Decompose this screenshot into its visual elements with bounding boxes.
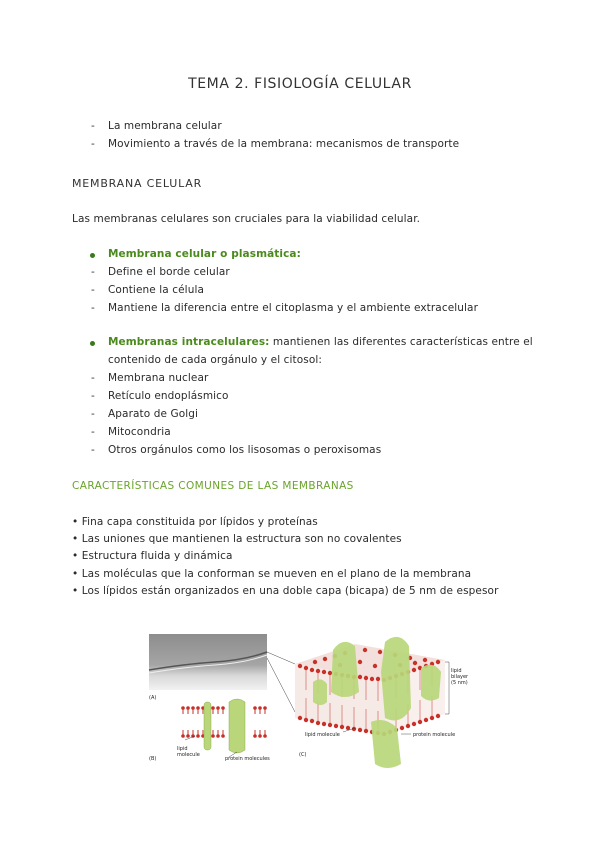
organelle-item: Retículo endoplásmico — [108, 390, 229, 402]
bilayer-3d — [295, 637, 445, 768]
figure-label-c: (C) — [299, 752, 307, 758]
plasma-item: Mantiene la diferencia entre el citoplasma y el ambiente extracelular — [108, 302, 479, 314]
page-title: TEMA 2. FISIOLOGÍA CELULAR — [188, 76, 412, 92]
figure-label-b: (B) — [149, 756, 157, 762]
lipid-molecule-label-b-1: lipid — [177, 746, 188, 752]
protein-molecule-label-c: protein molecule — [413, 732, 456, 738]
plasma-item: Contiene la célula — [108, 284, 205, 296]
plasma-item: Define el borde celular — [108, 266, 230, 278]
figure-label-a: (A) — [149, 695, 157, 701]
dash-bullet: - — [91, 426, 95, 438]
dash-bullet: - — [91, 302, 95, 314]
characteristic-item: • Las moléculas que la conforman se mueven en el plano de la membrana — [72, 568, 472, 580]
lipid-molecule-label-c: lipid molecule — [305, 732, 340, 738]
lipid-bilayer-label-2: bilayer — [451, 674, 469, 680]
dash-bullet: - — [91, 266, 95, 278]
protein-molecules-label: protein molecules — [225, 756, 270, 762]
characteristic-item: • Fina capa constituida por lípidos y proteínas — [72, 516, 318, 528]
dash-bullet: - — [91, 372, 95, 384]
dash-bullet: - — [91, 284, 95, 296]
intracellular-text: mantienen las diferentes características entre el — [272, 336, 533, 348]
intro-item: La membrana celular — [108, 120, 222, 132]
section-heading-membrana: MEMBRANA CELULAR — [72, 177, 203, 190]
lipid-bilayer-label-3: (5 nm) — [451, 680, 468, 686]
characteristic-item: • Las uniones que mantienen la estructura son no covalentes — [72, 533, 402, 545]
membrane-diagram — [145, 632, 475, 772]
dash-bullet: - — [91, 444, 95, 456]
dash-bullet: - — [91, 408, 95, 420]
characteristic-item: • Los lípidos están organizados en una doble capa (bicapa) de 5 nm de espesor — [72, 585, 499, 597]
schematic-bilayer — [181, 699, 267, 757]
dash-bullet: - — [91, 390, 95, 402]
intracellular-line-1 — [108, 336, 533, 348]
characteristic-item: • Estructura fluida y dinámica — [72, 550, 233, 562]
membrane-figure — [145, 632, 475, 772]
intro-item: Movimiento a través de la membrana: mecanismos de transporte — [108, 138, 460, 150]
green-bullet-icon — [90, 341, 95, 346]
organelle-item: Membrana nuclear — [108, 372, 209, 384]
lipid-bilayer-label-1: lipid — [451, 668, 462, 674]
intracellular-label: Membranas intracelulares: — [108, 336, 270, 348]
organelle-item: Aparato de Golgi — [108, 408, 199, 420]
dash-bullet: - — [91, 138, 95, 150]
intracellular-line-2: contenido de cada orgánulo y el citosol: — [108, 354, 323, 366]
organelle-item: Mitocondria — [108, 426, 171, 438]
plasma-membrane-label: Membrana celular o plasmática: — [108, 248, 301, 260]
intro-paragraph: Las membranas celulares son cruciales para la viabilidad celular. — [72, 213, 421, 225]
dash-bullet: - — [91, 120, 95, 132]
lipid-molecule-label-b-2: molecule — [177, 752, 200, 758]
organelle-item: Otros orgánulos como los lisosomas o peroxisomas — [108, 444, 382, 456]
green-bullet-icon — [90, 253, 95, 258]
section-heading-caracteristicas: CARACTERÍSTICAS COMUNES DE LAS MEMBRANAS — [72, 480, 354, 492]
